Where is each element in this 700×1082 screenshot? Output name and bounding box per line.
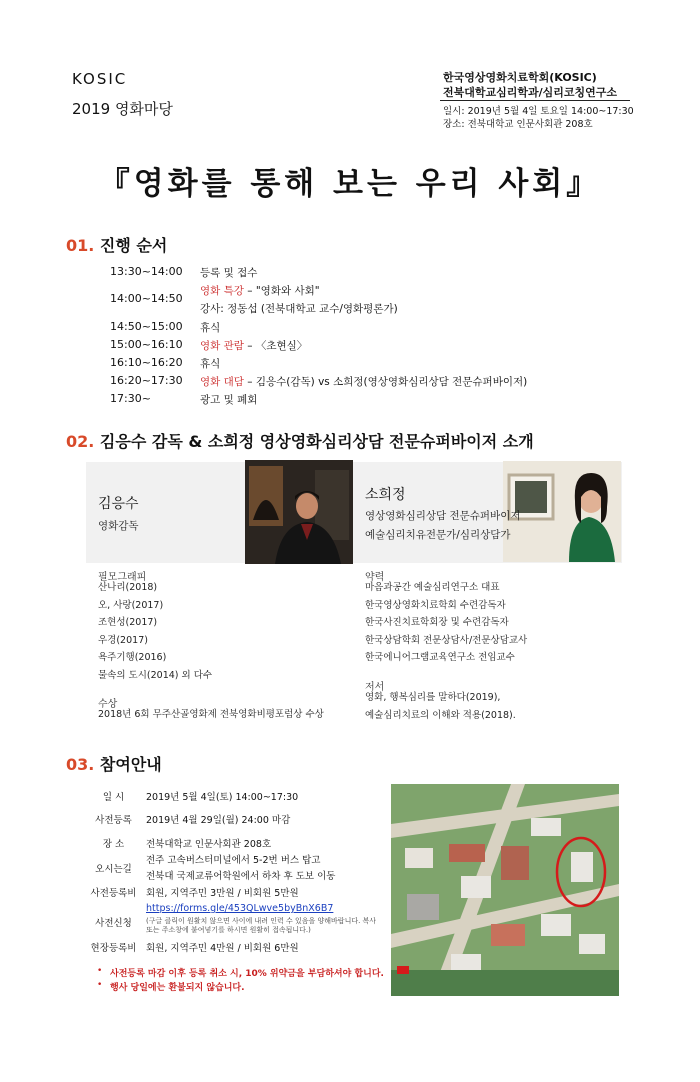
schedule-time: 14:50~15:00 [110, 320, 183, 333]
schedule-desc-2: 강사: 정동섭 (전북대학교 교수/영화평론가) [200, 303, 398, 315]
list-item: 예술심리치료의 이해와 적용(2018). [365, 709, 516, 721]
info-label: 사전신청 [95, 918, 132, 929]
bullet-icon: • [97, 966, 103, 976]
org-line-1: 한국영상영화치료학회(KOSIC) [443, 71, 597, 84]
section-number: 03. [66, 755, 95, 774]
list-item: 산나리(2018) [98, 582, 158, 593]
info-value: 전주 고속버스터미널에서 5-2번 버스 탑고 [146, 855, 321, 866]
schedule-time: 16:20~17:30 [110, 374, 183, 387]
schedule-desc: 휴식 [200, 358, 221, 370]
header-divider [440, 100, 630, 101]
section-2-heading [66, 429, 534, 452]
list-item: 한국상담학회 전문상담사/전문상담교사 [365, 634, 528, 646]
event-name: 2019 영화마당 [72, 100, 173, 118]
books-label: 저서 [365, 682, 385, 693]
schedule-time: 13:30~14:00 [110, 265, 183, 278]
info-value: 회원, 지역주민 4만원 / 비회원 6만원 [146, 943, 299, 954]
director-name: 김응수 [98, 496, 139, 512]
section-number: 02. [66, 432, 95, 451]
campus-map-image [391, 784, 619, 996]
schedule-desc: 휴식 [200, 322, 221, 334]
section-number: 01. [66, 236, 95, 255]
org-short-name: KOSIC [72, 70, 128, 88]
schedule-desc: 광고 및 폐회 [200, 394, 258, 406]
info-value-2: 전북대 국제교류어학원에서 하차 후 도보 이동 [146, 871, 336, 882]
supervisor-photo [503, 461, 621, 562]
info-label: 현장등록비 [90, 943, 137, 954]
schedule-time: 14:00~14:50 [110, 292, 183, 305]
supervisor-role-1: 영상영화심리상담 전문슈퍼바이저 [365, 510, 521, 522]
list-item: 영화, 행복심리를 말하다(2019), [365, 692, 501, 703]
filmography-list [98, 579, 212, 684]
filmography-label: 필모그래피 [98, 572, 147, 583]
warning-text: 행사 당일에는 환불되지 않습니다. [110, 983, 245, 993]
director-photo [245, 460, 353, 564]
list-item: 오, 사랑(2017) [98, 599, 164, 611]
info-label: 사전등록비 [90, 888, 137, 899]
award-text: 2018년 6회 무주산골영화제 전북영화비평포럼상 수상 [98, 709, 324, 720]
info-label: 일 시 [102, 792, 125, 803]
registration-link[interactable]: https://forms.gle/453QLwve5byBnX6B7 [146, 903, 334, 914]
section-title: 진행 순서 [99, 236, 168, 255]
career-label: 약력 [365, 572, 385, 583]
info-value: 2019년 4월 29일(월) 24:00 마감 [146, 815, 291, 826]
section-1-heading [66, 233, 167, 256]
list-item: 욕주기행(2016) [98, 652, 167, 663]
section-3-heading [66, 752, 162, 775]
list-item: 물속의 도시(2014) 외 다수 [98, 669, 213, 681]
header-date: 일시: 2019년 5월 4일 토요일 14:00~17:30 [443, 106, 634, 117]
list-item: 마음과공간 예술심리연구소 대표 [365, 582, 500, 593]
director-role: 영화감독 [98, 520, 139, 532]
supervisor-role-2: 예술심리치유전문가/심리상담가 [365, 529, 511, 541]
schedule-desc: 영화 특강 – "영화와 사회" [200, 285, 320, 297]
info-label: 오시는길 [95, 864, 132, 875]
schedule-desc: 영화 대담 – 김응수(감독) vs 소희정(영상영화심리상담 전문슈퍼바이저) [200, 376, 528, 388]
info-value: 2019년 5월 4일(토) 14:00~17:30 [146, 792, 299, 803]
bullet-icon: • [97, 980, 103, 990]
header-place: 장소: 전북대학교 인문사회관 208호 [443, 119, 593, 130]
schedule-time: 16:10~16:20 [110, 356, 183, 369]
section-title: 김응수 감독 & 소희정 영상영화심리상담 전문슈퍼바이저 소개 [99, 432, 534, 451]
info-label: 장 소 [102, 839, 125, 850]
link-note-2: 또는 주소창에 붙여넣기를 하시면 원활히 접속됩니다.) [146, 926, 311, 934]
schedule-desc: 영화 관람 – 〈초현실〉 [200, 340, 308, 352]
warning-text: 사전등록 마감 이후 등록 취소 시, 10% 위약금을 부담하셔야 합니다. [110, 969, 384, 979]
org-line-2: 전북대학교심리학과/심리코칭연구소 [443, 86, 618, 99]
books-list [365, 689, 516, 724]
info-value: 회원, 지역주민 3만원 / 비회원 5만원 [146, 888, 299, 899]
section-title: 참여안내 [99, 755, 162, 774]
list-item: 한국영상영화치료학회 수련감독자 [365, 599, 506, 611]
list-item: 조현성(2017) [98, 617, 158, 628]
list-item: 한국에니어그램교육연구소 전임교수 [365, 652, 515, 663]
info-label: 사전등록 [95, 815, 132, 826]
career-list [365, 579, 527, 667]
award-label: 수상 [98, 699, 118, 710]
supervisor-name: 소희정 [365, 487, 406, 503]
list-item: 우경(2017) [98, 634, 148, 646]
schedule-desc: 등록 및 접수 [200, 267, 258, 279]
schedule-time: 15:00~16:10 [110, 338, 183, 351]
schedule-time: 17:30~ [110, 392, 151, 405]
info-value: 전북대학교 인문사회관 208호 [146, 839, 272, 850]
page-title: 『영화를 통해 보는 우리 사회』 [98, 166, 602, 202]
list-item: 한국사진치료학회장 및 수련감독자 [365, 617, 509, 628]
link-note: (구글 클릭이 원활치 않으면 사이에 내려 인력 수 있음을 양해바랍니다. 복사 [146, 917, 377, 925]
